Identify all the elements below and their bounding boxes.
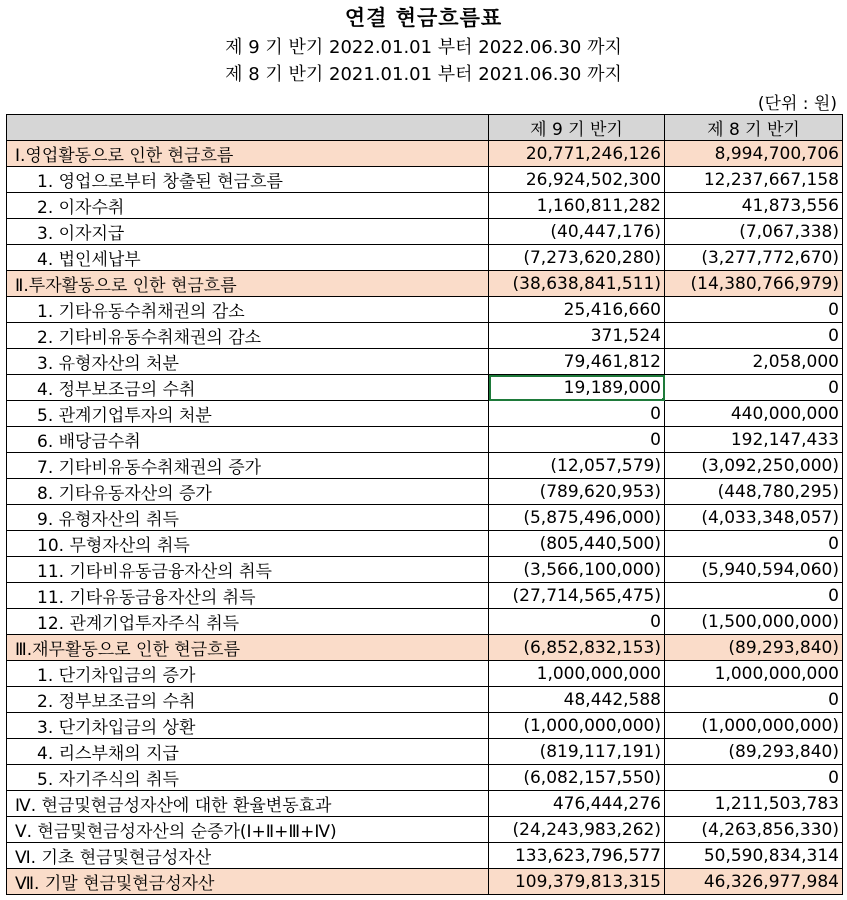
current-period-line: 제 9 기 반기 2022.01.01 부터 2022.06.30 까지: [225, 37, 622, 58]
row-label-cell[interactable]: 5. 자기주식의 취득: [7, 765, 489, 791]
current-period-value-cell[interactable]: (3,566,100,000): [489, 557, 665, 583]
current-period-value-cell[interactable]: 48,442,588: [489, 687, 665, 713]
prior-period-value-cell[interactable]: 2,058,000: [665, 349, 843, 375]
prior-period-value-cell[interactable]: 0: [665, 375, 843, 401]
prior-period-value-cell[interactable]: 192,147,433: [665, 427, 843, 453]
row-label-cell[interactable]: 3. 단기차입금의 상환: [7, 713, 489, 739]
current-period-value-cell[interactable]: (819,117,191): [489, 739, 665, 765]
prior-period-value-cell[interactable]: 0: [665, 531, 843, 557]
prior-period-value-cell[interactable]: (3,277,772,670): [665, 245, 843, 271]
table-row: [7, 505, 843, 531]
header-row: [7, 115, 843, 141]
current-period-value-cell[interactable]: (27,714,565,475): [489, 583, 665, 609]
row-label-cell[interactable]: 4. 정부보조금의 수취: [7, 375, 489, 401]
current-period-value-cell[interactable]: 25,416,660: [489, 297, 665, 323]
table-row: [7, 297, 843, 323]
prior-period-value-cell[interactable]: (448,780,295): [665, 479, 843, 505]
row-label-cell[interactable]: 11. 기타비유동금융자산의 취득: [7, 557, 489, 583]
table-row: [7, 427, 843, 453]
row-label-cell[interactable]: Ⅶ. 기말 현금및현금성자산: [7, 869, 489, 895]
row-label-cell[interactable]: 2. 이자수취: [7, 193, 489, 219]
row-label-cell[interactable]: 1. 영업으로부터 창출된 현금흐름: [7, 167, 489, 193]
current-period-value-cell[interactable]: 371,524: [489, 323, 665, 349]
current-period-value-cell[interactable]: (12,057,579): [489, 453, 665, 479]
table-row: [7, 349, 843, 375]
table-row: [7, 193, 843, 219]
row-label-cell[interactable]: Ⅱ.투자활동으로 인한 현금흐름: [7, 271, 489, 297]
prior-period-value-cell[interactable]: (1,000,000,000): [665, 713, 843, 739]
current-period-value-cell[interactable]: 476,444,276: [489, 791, 665, 817]
prior-period-value-cell[interactable]: 0: [665, 687, 843, 713]
prior-period-line: 제 8 기 반기 2021.01.01 부터 2021.06.30 까지: [225, 64, 622, 85]
table-row: [7, 869, 843, 895]
current-period-value-cell[interactable]: (789,620,953): [489, 479, 665, 505]
prior-period-value-cell[interactable]: 1,211,503,783: [665, 791, 843, 817]
prior-period-value-cell[interactable]: 8,994,700,706: [665, 141, 843, 167]
row-label-cell[interactable]: Ⅳ. 현금및현금성자산에 대한 환율변동효과: [7, 791, 489, 817]
current-period-value-cell[interactable]: (805,440,500): [489, 531, 665, 557]
row-label-cell[interactable]: Ⅰ.영업활동으로 인한 현금흐름: [7, 141, 489, 167]
current-period-value-cell[interactable]: 0: [489, 609, 665, 635]
table-row: [7, 817, 843, 843]
current-period-value-cell[interactable]: 109,379,813,315: [489, 869, 665, 895]
current-period-value-cell[interactable]: 19,189,000: [489, 375, 665, 401]
table-row: [7, 401, 843, 427]
prior-period-value-cell[interactable]: 440,000,000: [665, 401, 843, 427]
prior-period-value-cell[interactable]: (4,263,856,330): [665, 817, 843, 843]
current-period-value-cell[interactable]: (6,852,832,153): [489, 635, 665, 661]
row-label-cell[interactable]: 9. 유형자산의 취득: [7, 505, 489, 531]
statement-title: 연결 현금흐름표: [344, 6, 503, 30]
table-row: [7, 479, 843, 505]
table-row: [7, 791, 843, 817]
prior-period-value-cell[interactable]: 1,000,000,000: [665, 661, 843, 687]
row-label-cell[interactable]: 3. 이자지급: [7, 219, 489, 245]
current-period-value-cell[interactable]: 1,160,811,282: [489, 193, 665, 219]
current-period-value-cell[interactable]: 26,924,502,300: [489, 167, 665, 193]
prior-period-value-cell[interactable]: 46,326,977,984: [665, 869, 843, 895]
row-label-cell[interactable]: 6. 배당금수취: [7, 427, 489, 453]
table-row: [7, 323, 843, 349]
row-label-cell[interactable]: Ⅲ.재무활동으로 인한 현금흐름: [7, 635, 489, 661]
row-label-cell[interactable]: 7. 기타비유동수취채권의 증가: [7, 453, 489, 479]
table-row: [7, 531, 843, 557]
row-label-cell[interactable]: 1. 기타유동수취채권의 감소: [7, 297, 489, 323]
row-label-cell[interactable]: Ⅴ. 현금및현금성자산의 순증가(Ⅰ+Ⅱ+Ⅲ+Ⅳ): [7, 817, 489, 843]
table-row: [7, 635, 843, 661]
table-row: [7, 453, 843, 479]
row-label-cell[interactable]: 10. 무형자산의 취득: [7, 531, 489, 557]
current-period-value-cell[interactable]: (7,273,620,280): [489, 245, 665, 271]
table-row: [7, 609, 843, 635]
header-current-period[interactable]: 제 9 기 반기: [489, 115, 665, 141]
table-row: [7, 219, 843, 245]
table-row: [7, 245, 843, 271]
header-prior-period[interactable]: 제 8 기 반기: [665, 115, 843, 141]
table-body: [7, 141, 843, 895]
row-label-cell[interactable]: 8. 기타유동자산의 증가: [7, 479, 489, 505]
current-period-value-cell[interactable]: 133,623,796,577: [489, 843, 665, 869]
current-period-value-cell[interactable]: (6,082,157,550): [489, 765, 665, 791]
table-row: [7, 739, 843, 765]
prior-period-value-cell[interactable]: 0: [665, 323, 843, 349]
prior-period-value-cell[interactable]: 0: [665, 583, 843, 609]
current-period-value-cell[interactable]: (40,447,176): [489, 219, 665, 245]
prior-period-value-cell[interactable]: (3,092,250,000): [665, 453, 843, 479]
table-row: [7, 375, 843, 401]
prior-period-value-cell[interactable]: (7,067,338): [665, 219, 843, 245]
prior-period-value-cell[interactable]: (1,500,000,000): [665, 609, 843, 635]
prior-period-value-cell[interactable]: 12,237,667,158: [665, 167, 843, 193]
header-blank-cell[interactable]: [7, 115, 489, 141]
current-period-value-cell[interactable]: (1,000,000,000): [489, 713, 665, 739]
current-period-value-cell[interactable]: 79,461,812: [489, 349, 665, 375]
row-label-cell[interactable]: 4. 법인세납부: [7, 245, 489, 271]
cash-flow-table: [6, 114, 843, 895]
row-label-cell[interactable]: 11. 기타유동금융자산의 취득: [7, 583, 489, 609]
prior-period-value-cell[interactable]: 41,873,556: [665, 193, 843, 219]
table-row: [7, 557, 843, 583]
row-label-cell[interactable]: 3. 유형자산의 처분: [7, 349, 489, 375]
prior-period-value-cell[interactable]: (89,293,840): [665, 635, 843, 661]
current-period-value-cell[interactable]: 0: [489, 427, 665, 453]
row-label-cell[interactable]: 2. 기타비유동수취채권의 감소: [7, 323, 489, 349]
current-period-value-cell[interactable]: 20,771,246,126: [489, 141, 665, 167]
current-period-value-cell[interactable]: (38,638,841,511): [489, 271, 665, 297]
table-row: [7, 843, 843, 869]
row-label-cell[interactable]: 2. 정부보조금의 수취: [7, 687, 489, 713]
table-row: [7, 661, 843, 687]
row-label-cell[interactable]: 1. 단기차입금의 증가: [7, 661, 489, 687]
table-row: [7, 687, 843, 713]
current-period-value-cell[interactable]: 0: [489, 401, 665, 427]
table-row: [7, 765, 843, 791]
prior-period-value-cell[interactable]: (5,940,594,060): [665, 557, 843, 583]
prior-period-value-cell[interactable]: (89,293,840): [665, 739, 843, 765]
prior-period-value-cell[interactable]: (14,380,766,979): [665, 271, 843, 297]
row-label-cell[interactable]: 4. 리스부채의 지급: [7, 739, 489, 765]
prior-period-value-cell[interactable]: 50,590,834,314: [665, 843, 843, 869]
table-row: [7, 583, 843, 609]
table-row: [7, 167, 843, 193]
current-period-value-cell[interactable]: (5,875,496,000): [489, 505, 665, 531]
row-label-cell[interactable]: 5. 관계기업투자의 처분: [7, 401, 489, 427]
table-row: [7, 713, 843, 739]
row-label-cell[interactable]: 12. 관계기업투자주식 취득: [7, 609, 489, 635]
current-period-value-cell[interactable]: 1,000,000,000: [489, 661, 665, 687]
unit-label: (단위 : 원): [757, 94, 837, 114]
prior-period-value-cell[interactable]: 0: [665, 297, 843, 323]
prior-period-value-cell[interactable]: (4,033,348,057): [665, 505, 843, 531]
table-row: [7, 271, 843, 297]
current-period-value-cell[interactable]: (24,243,983,262): [489, 817, 665, 843]
prior-period-value-cell[interactable]: 0: [665, 765, 843, 791]
table-row: [7, 141, 843, 167]
row-label-cell[interactable]: Ⅵ. 기초 현금및현금성자산: [7, 843, 489, 869]
